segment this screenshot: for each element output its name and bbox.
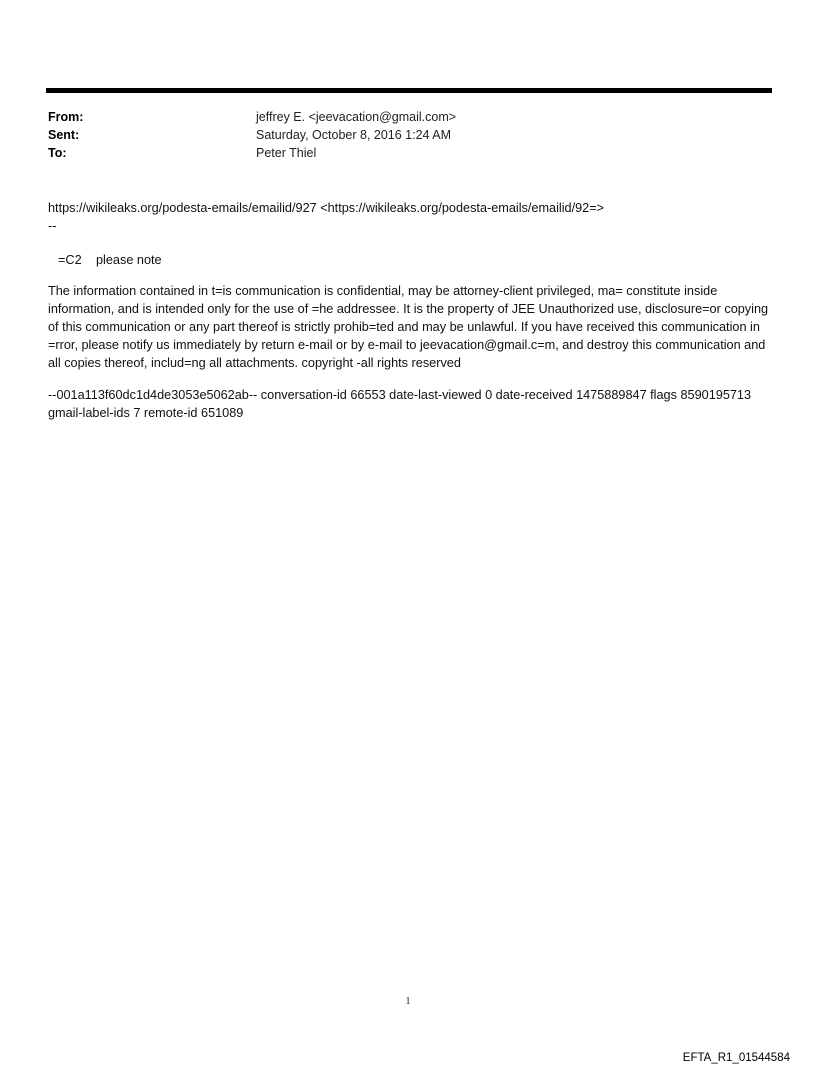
email-body xyxy=(48,199,776,422)
url-line: https://wikileaks.org/podesta-emails/emailid/927 <https://wikileaks.org/podesta-emails/emailid/92=> xyxy=(48,201,605,215)
message-metadata: --001a113f60dc1d4de3053e5062ab-- conversation-id 66553 date-last-viewed 0 date-received 1475889847 flags 8590195713 gmail-label-ids 7 remote-id 651089 xyxy=(48,388,752,420)
from-row xyxy=(48,108,768,126)
email-header xyxy=(48,108,768,162)
from-label: From: xyxy=(48,110,84,124)
sent-value: Saturday, October 8, 2016 1:24 AM xyxy=(256,128,452,142)
to-value: Peter Thiel xyxy=(256,146,317,160)
from-value: jeffrey E. <jeevacation@gmail.com> xyxy=(256,110,457,124)
note-line xyxy=(48,251,776,269)
to-label: To: xyxy=(48,146,67,160)
sent-row xyxy=(48,126,768,144)
header-divider-rule xyxy=(46,88,772,93)
sent-label: Sent: xyxy=(48,128,80,142)
note-code: =C2 xyxy=(58,253,82,267)
to-row xyxy=(48,144,768,162)
page-number: 1 xyxy=(405,996,411,1007)
signature-dashes: -- xyxy=(48,219,57,233)
confidentiality-disclaimer: The information contained in t=is communication is confidential, may be attorney-client privileged, ma= constitute inside information, and is intended only for the use of =he addressee. It is the property of JEE Unauthorized use, disclosure=or copying of this communication or any part thereof is strictly prohib=ted and may be unlawful. If you have received this communication in =rror, please notify us immediately by return e-mail or by e-mail to jeevacation@gmail.c=m, and destroy this communication and all copies thereof, includ=ng all attachments. copyright -all rights reserved xyxy=(48,284,769,370)
document-id: EFTA_R1_01544584 xyxy=(682,1052,790,1064)
note-text: please note xyxy=(96,253,162,267)
